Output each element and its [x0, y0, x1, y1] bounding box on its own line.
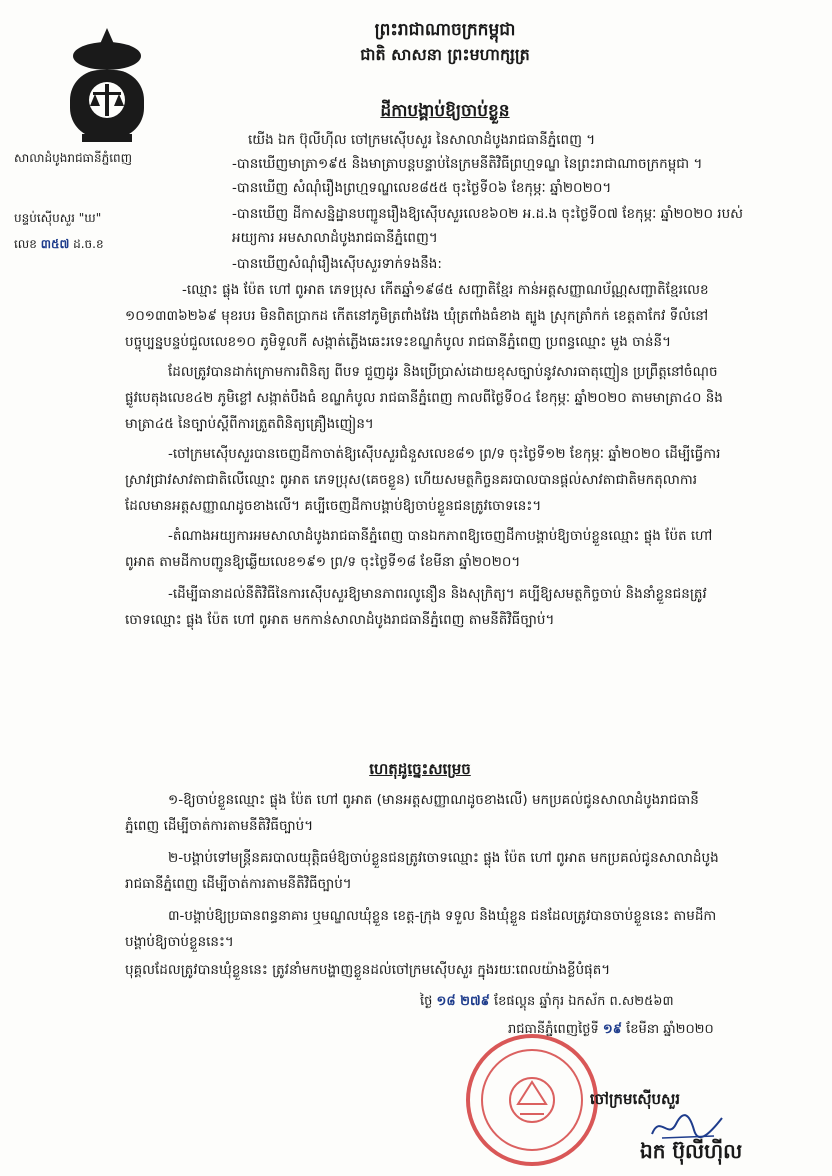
body-line: -ដើម្បីធានាដល់នីតិវិធីនៃការស៊ើបសួរឱ្យមានភាពរលូនឿន និងសុក្រិត្យ។ គប្បីឱ្យសមត្ថកិច្ចចាប់ និងនាំខ្លួនជនត្រូវ — [168, 586, 707, 602]
decision-line: ភ្នំពេញ ដើម្បីចាត់ការតាមនីតិវិធីច្បាប់។ — [125, 818, 314, 834]
body-line: -បានឃើញ សំណុំរឿងព្រហ្មទណ្ឌលេខ៨៥៥ ចុះថ្ងៃទី០៦ ខែកុម្ភៈ ឆ្នាំ២០២០។ — [232, 180, 612, 196]
decision-heading: ហេតុដូច្នេះសម្រេច — [369, 760, 471, 778]
body-line: ដែលមានអត្តសញ្ញាណដូចខាងលើ។ គប្បីចេញដីកាបង្គាប់ឱ្យចាប់ខ្លួនជនត្រូវចោទនេះ។ — [125, 498, 542, 514]
decision-line: បុគ្គលដែលត្រូវបានឃុំខ្លួននេះ ត្រូវនាំមកបង្ហាញខ្លួនដល់ចៅក្រមស៊ើបសួរ ក្នុងរយៈពេលយ៉ាងខ្លីបំផុត។ — [125, 962, 611, 978]
lunar-date-handwritten: ១៨ ២៧៩ — [436, 994, 490, 1009]
document-number — [14, 236, 214, 254]
department-label: បន្ទប់ស៊ើបសួរ "ឃ" — [14, 211, 102, 225]
intro-line: យើង ឯក ប៊ុលីហ៊ីល ចៅក្រមស៊ើបសួរ នៃសាលាដំបូងរាជធានីភ្នំពេញ ។ — [248, 132, 596, 148]
decision-line: ១-ឱ្យចាប់ខ្លួនឈ្មោះ ផ្លុង ប៉ែត ហៅ ពូអាត (មានអត្តសញ្ញាណដូចខាងលើ) មកប្រគល់ជូនសាលាដំបូងរាជធានី — [168, 792, 699, 808]
court-emblem-icon — [62, 22, 152, 148]
body-line: -ចៅក្រមស៊ើបសួរបានចេញដីកាចាត់ឱ្យស៊ើបសួរជំនួសលេខ៨១ ព្រ/ទ ចុះថ្ងៃទី១២ ខែកុម្ភៈ ឆ្នាំ២០២០ ដើម្បីធ្វើការ — [168, 446, 721, 462]
lunar-date — [420, 992, 674, 1012]
document-title: ដីកាបង្គាប់ឱ្យចាប់ខ្លួន — [380, 101, 510, 121]
number-suffix: ដ.ច.ខ — [73, 237, 104, 251]
body-line: -បានឃើញមាត្រា១៩៥ និងមាត្រាបន្តបន្ទាប់នៃក្រមនីតិវិធីព្រហ្មទណ្ឌ នៃព្រះរាជាណាចក្រកម្ពុជា ។ — [232, 156, 703, 172]
body-line: -តំណាងអយ្យការអមសាលាដំបូងរាជធានីភ្នំពេញ បានឯកភាពឱ្យចេញដីកាបង្គាប់ឱ្យចាប់ខ្លួនឈ្មោះ ផ្លុង ប៉ែត ហៅ — [168, 528, 713, 544]
body-line: ១០១៣៣៦២៦៩ មុខរបរ មិនពិតប្រាកដ កើតនៅភូមិត្រពាំងវែង ឃុំត្រពាំងធំខាង ត្បូង ស្រុកត្រាំកក់ ខេត្តតាកែវ ទីលំនៅ — [125, 308, 709, 324]
kingdom-heading: ព្រះរាជាណាចក្រកម្ពុជា — [374, 20, 516, 40]
body-line: បច្ចុប្បន្នបន្ទប់ជួលលេខ១០ ភូមិទួលកី សង្កាត់ភ្លើងឆេះរទេះខណ្ឌកំបូល រាជធានីភ្នំពេញ ប្រពន្ធឈ្មោះ មួង ចាន់នី។ — [125, 334, 671, 350]
number-label: លេខ — [14, 237, 37, 251]
decision-line: ២-បង្គាប់ទៅមន្ត្រីនគរបាលយុត្តិធម៌ឱ្យចាប់ខ្លួនជនត្រូវចោទឈ្មោះ ផ្លុង ប៉ែត ហៅ ពូអាត មកប្រគល់ជូនសាលាដំបូង — [168, 850, 719, 866]
body-line: -បានឃើញ ដីកាសន្និដ្ឋានបញ្ជូនរឿងឱ្យស៊ើបសួរលេខ៦០២ អ.ដ.ង ចុះថ្ងៃទី០៧ ខែកុម្ភៈ ឆ្នាំ២០២០ របស់ — [232, 206, 744, 222]
body-line: មាត្រា៤៥ នៃច្បាប់ស្តីពីការត្រួតពិនិត្យគ្រឿងញៀន។ — [125, 416, 374, 432]
solar-date-prefix: រាជធានីភ្នំពេញថ្ងៃទី — [508, 1022, 599, 1037]
number-value: ៣៥៧ — [40, 237, 70, 251]
solar-date-handwritten: ១៩ — [602, 1022, 622, 1037]
body-line: ពូអាត តាមដីកាបញ្ជូនឱ្យឆ្លើយលេខ១៩១ ព្រ/ទ ចុះថ្ងៃទី១៨ ខែមីនា ឆ្នាំ២០២០។ — [125, 554, 521, 570]
lunar-date-prefix: ថ្ងៃ — [420, 994, 433, 1009]
national-motto: ជាតិ សាសនា ព្រះមហាក្សត្រ — [360, 45, 530, 64]
decision-line: ៣-បង្គាប់ឱ្យប្រធានពន្ធនាគារ ឬមណ្ឌលឃុំខ្លួន ខេត្ត-ក្រុង ទទួល និងឃុំខ្លួន ជនដែលត្រូវបានចាប់ខ្លួននេះ តាមដីកា — [168, 908, 717, 924]
solar-date-rest: ខែមីនា ឆ្នាំ២០២០ — [626, 1022, 714, 1037]
body-line: ស្រាវជ្រាវសាវតាជាតិលើឈ្មោះ ពូអាត ភេទប្រុស(គេចខ្លួន) ហើយសមត្ថកិច្ចនគរបាលបានផ្តល់សាវតាជាតិមកតុលាការ — [125, 472, 698, 488]
judge-name: ឯក ប៊ុលីហ៊ីល — [640, 1139, 743, 1163]
body-line: ដែលត្រូវបានដាក់ក្រោមការពិនិត្យ ពីបទ ជួញដូរ និងប្រើប្រាស់ដោយខុសច្បាប់នូវសារធាតុញៀន ប្រព្រឹត្តនៅចំណុច — [168, 364, 718, 380]
body-line: -បានឃើញសំណុំរឿងស៊ើបសួរទាក់ទងនឹង: — [232, 256, 442, 272]
decision-line: បង្គាប់ឱ្យចាប់ខ្លួននេះ។ — [125, 934, 234, 950]
solar-date — [508, 1020, 714, 1040]
body-line: ចោទឈ្មោះ ផ្លុង ប៉ែត ហៅ ពូអាត មកកាន់សាលាដំបូងរាជធានីភ្នំពេញ តាមនីតិវិធីច្បាប់។ — [125, 612, 555, 628]
lunar-date-rest: ខែផល្គុន ឆ្នាំកុរ ឯកស័ក ព.ស២៥៦៣ — [493, 994, 674, 1009]
signer-office: ចៅក្រមស៊ើបសួរ — [589, 1090, 681, 1108]
body-line: អយ្យការ អមសាលាដំបូងរាជធានីភ្នំពេញ។ — [232, 230, 438, 246]
court-name: សាលាដំបូងរាជធានីភ្នំពេញ — [14, 151, 133, 165]
body-line: ផ្លូវបេតុងលេខ៤២ ភូមិខ្លៅ សង្កាត់បឹងធំ ខណ្ឌកំបូល រាជធានីភ្នំពេញ កាលពីថ្ងៃទី០៤ ខែកុម្ភៈ ឆ្នាំ២០២០ តាមមាត្រា៤០ និង — [125, 390, 723, 406]
body-line: -ឈ្មោះ ផ្លុង ប៉ែត ហៅ ពូអាត ភេទប្រុស កើតឆ្នាំ១៩៨៥ សញ្ជាតិខ្មែរ កាន់អត្តសញ្ញាណប័ណ្ណសញ្ជាតិខ្មែរលេខ — [182, 282, 709, 298]
decision-line: រាជធានីភ្នំពេញ ដើម្បីចាត់ការតាមនីតិវិធីច្បាប់។ — [125, 876, 352, 892]
